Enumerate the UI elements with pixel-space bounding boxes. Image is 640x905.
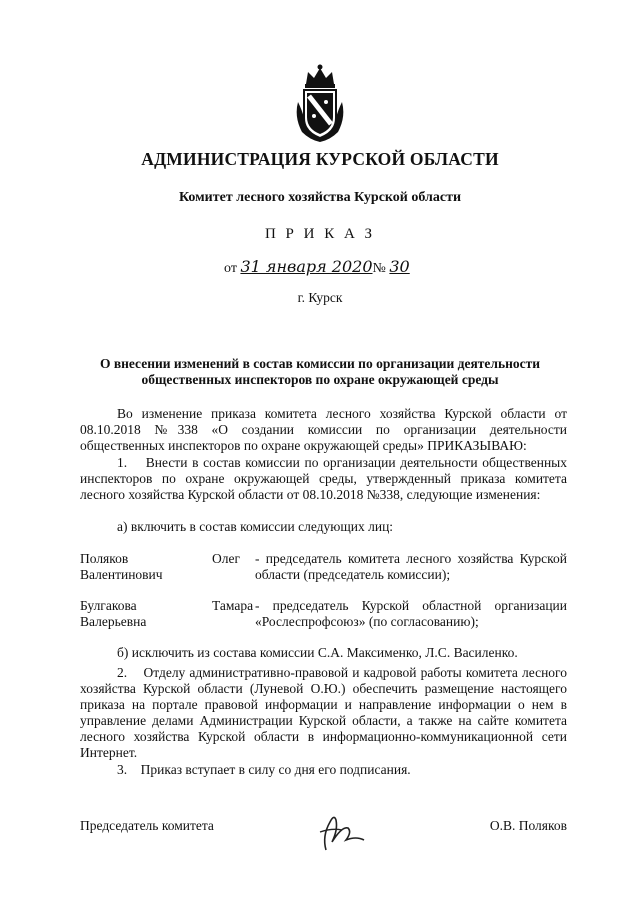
item-3-paragraph: 3. Приказ вступает в силу со дня его подписания. (117, 762, 411, 777)
member-row (80, 598, 567, 634)
intro-paragraph: Во изменение приказа комитета лесного хозяйства Курской области от 08.10.2018 №338 «О создании комиссии по организации деятельности общественных инспекторов по охране окружающей среды» ПРИКАЗЫВАЮ: (80, 406, 567, 453)
document-type: П Р И К А З (264, 226, 376, 242)
item-a-paragraph: а) включить в состав комиссии следующих лиц: (117, 519, 394, 534)
handwritten-signature-icon (312, 806, 370, 856)
handwritten-date: 31 января 2020 (240, 257, 373, 276)
item-2-paragraph: 2. Отделу административно-правовой и кадровой работы комитета лесного хозяйства Курской области (Луневой О.Ю.) обеспечить размещение настоящего приказа на портале правовой информации и направление информации о нем в управление делами Администрации Курской области, а также на сайте комитета лесного хозяйства Курской области в информационно-коммуникационной сети Интернет. (80, 665, 567, 760)
member-first-name: Олег (212, 551, 241, 566)
member-name (80, 598, 254, 630)
number-prefix: № (372, 261, 386, 276)
member-surname: Булгакова (80, 598, 137, 613)
document-subject: О внесении изменений в состав комиссии по организации деятельности общественных инспекторов по охране окружающей среды (99, 356, 541, 387)
date-prefix: от (224, 261, 237, 276)
item-b-paragraph: б) исключить из состава комиссии С.А. Максименко, Л.С. Василенко. (117, 645, 518, 660)
handwritten-number: 30 (389, 257, 410, 276)
item-1-paragraph: 1. Внести в состав комиссии по организации деятельности общественных инспекторов по охране окружающей среды, утвержденный приказа комитета лесного хозяйства Курской области от 08.10.2018 №338, следующие изменения: (80, 455, 567, 502)
member-row (80, 551, 567, 587)
member-surname: Поляков (80, 551, 129, 566)
date-line (224, 257, 444, 277)
signatory-name: О.В. Поляков (489, 818, 567, 833)
signatory-position: Председатель комитета (80, 818, 214, 833)
coat-of-arms-icon (292, 62, 348, 144)
committee-name: Комитет лесного хозяйства Курской области (178, 190, 462, 205)
member-role: - председатель комитета лесного хозяйства Курской области (председатель комиссии); (255, 551, 567, 582)
city: г. Курск (297, 290, 343, 305)
administration-title: АДМИНИСТРАЦИЯ КУРСКОЙ ОБЛАСТИ (141, 149, 499, 169)
member-first-name: Тамара (212, 598, 254, 613)
member-role: - председатель Курской областной организации «Рослеспрофсоюз» (по согласованию); (255, 598, 567, 629)
member-patronymic: Валентинович (80, 567, 163, 582)
member-patronymic: Валерьевна (80, 614, 147, 629)
member-name (80, 551, 250, 583)
